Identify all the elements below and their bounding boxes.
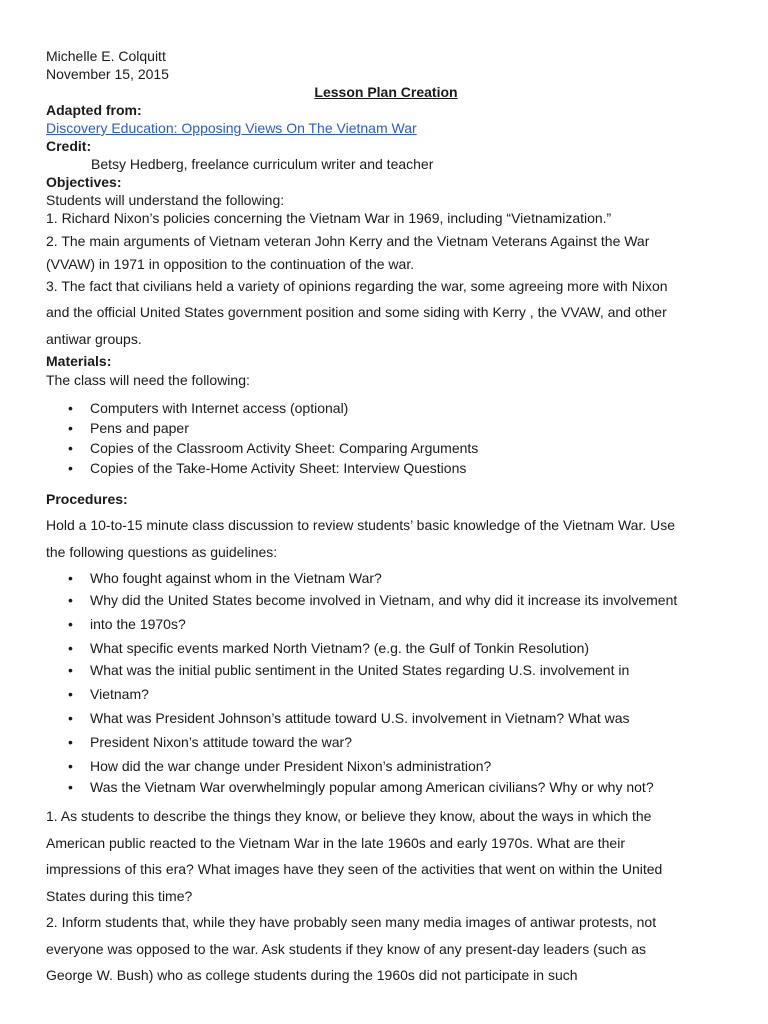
list-item: • Copies of the Take-Home Activity Sheet: Interview Questions <box>46 458 726 478</box>
objective-item: 1. Richard Nixon’s policies concerning the Vietnam War in 1969, including “Vietnamization.” <box>46 210 612 226</box>
procedures-intro-continued: the following questions as guidelines: <box>46 543 278 560</box>
materials-list <box>46 398 726 478</box>
discussion-questions <box>46 567 726 798</box>
procedure-step-continued: American public reacted to the Vietnam War in the late 1960s and early 1970s. What are their <box>46 834 625 851</box>
list-item: • Copies of the Classroom Activity Sheet: Comparing Arguments <box>46 438 726 458</box>
materials-heading: Materials: <box>46 353 112 369</box>
list-item: • Why did the United States become involved in Vietnam, and why did it increase its involvement <box>46 589 726 611</box>
objective-item-continued: (VVAW) in 1971 in opposition to the continuation of the war. <box>46 256 415 272</box>
objective-item: 3. The fact that civilians held a variety of opinions regarding the war, some agreeing more with Nixon <box>46 278 668 294</box>
materials-intro: The class will need the following: <box>46 372 250 388</box>
objective-item-continued: and the official United States government position and some siding with Kerry , the VVAW, and other <box>46 304 667 320</box>
source-link[interactable]: Discovery Education: Opposing Views On The Vietnam War <box>46 120 417 136</box>
credit-heading: Credit: <box>46 138 92 154</box>
procedure-steps <box>46 803 726 989</box>
procedure-step-continued: States during this time? <box>46 887 193 904</box>
procedure-step-continued: impressions of this era? What images have they seen of the activities that went on within the United <box>46 861 663 877</box>
objectives-heading: Objectives: <box>46 174 122 190</box>
list-item: • What specific events marked North Vietnam? (e.g. the Gulf of Tonkin Resolution) <box>46 637 726 659</box>
document-date: November 15, 2015 <box>46 66 169 82</box>
list-item: • Pens and paper <box>46 418 726 438</box>
procedure-step: 1. As students to describe the things they know, or believe they know, about the ways in which the <box>46 808 652 824</box>
list-item: • What was the initial public sentiment in the United States regarding U.S. involvement in <box>46 659 726 681</box>
adapted-heading: Adapted from: <box>46 102 142 118</box>
procedure-step-continued: everyone was opposed to the war. Ask students if they know of any present-day leaders (such as <box>46 940 647 957</box>
procedure-step-continued: George W. Bush) who as college students during the 1960s did not participate in such <box>46 967 578 983</box>
objective-item: 2. The main arguments of Vietnam veteran John Kerry and the Vietnam Veterans Against the War <box>46 233 650 249</box>
list-item: • How did the war change under President Nixon’s administration? <box>46 756 726 776</box>
procedures-heading: Procedures: <box>46 491 128 507</box>
list-item: • Who fought against whom in the Vietnam War? <box>46 567 726 589</box>
author-name: Michelle E. Colquitt <box>46 48 166 64</box>
objective-item-continued: antiwar groups. <box>46 331 142 347</box>
list-item: • Computers with Internet access (optional) <box>46 398 726 418</box>
list-item-continued: • President Nixon’s attitude toward the war? <box>46 729 726 756</box>
document-body <box>46 47 726 989</box>
list-item: • Was the Vietnam War overwhelmingly popular among American civilians? Why or why not? <box>46 776 726 798</box>
objectives-intro: Students will understand the following: <box>46 192 285 208</box>
procedures-intro: Hold a 10-to-15 minute class discussion to review students’ basic knowledge of the Vietnam War. Use <box>46 517 676 533</box>
credit-text: Betsy Hedberg, freelance curriculum writer and teacher <box>91 156 434 172</box>
list-item: • What was President Johnson’s attitude toward U.S. involvement in Vietnam? What was <box>46 707 726 729</box>
document-title: Lesson Plan Creation <box>314 84 458 100</box>
procedure-step: 2. Inform students that, while they have probably seen many media images of antiwar protests, not <box>46 914 657 930</box>
list-item-continued: • Vietnam? <box>46 681 726 707</box>
list-item-continued: • into the 1970s? <box>46 611 726 637</box>
